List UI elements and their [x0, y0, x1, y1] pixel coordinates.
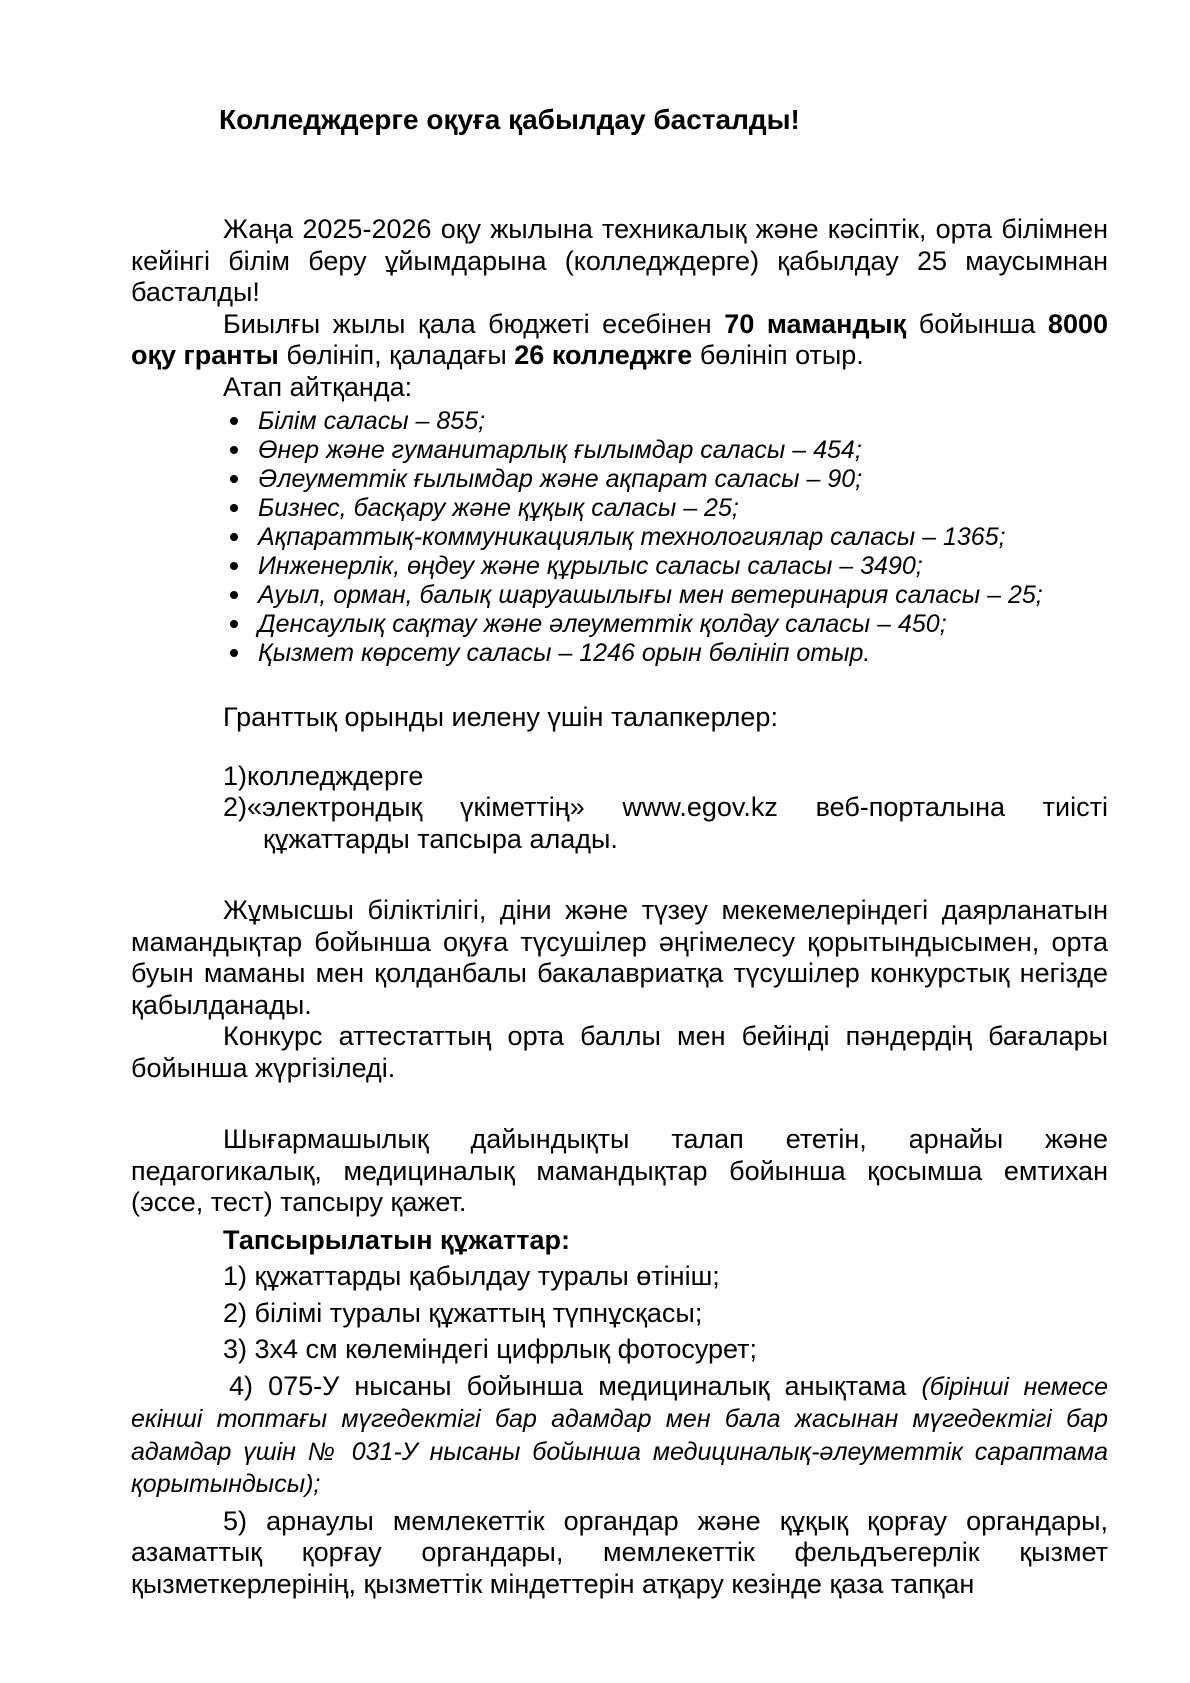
list-item [131, 610, 1108, 639]
bullet-dot-icon [230, 533, 238, 541]
bullet-dot-icon [230, 620, 238, 628]
bullet-dot-icon [230, 591, 238, 599]
bullet-dot-icon [230, 475, 238, 483]
grant-item-1 [131, 761, 1108, 793]
grant-item-number: 2) [223, 792, 248, 822]
list-item-text: Инженерлік, өңдеу және құрылыс саласы саласы – 3490; [258, 552, 923, 580]
budget-bold-grants: 8000 оқу гранты [131, 308, 1108, 370]
document-content [131, 0, 1108, 1600]
list-item-text: Білім саласы – 855; [258, 407, 486, 435]
bullet-dot-icon [230, 562, 238, 570]
document-item-note: (бірінші немесе екінші топтағы мүгедектігі бар адамдар мен бала жасынан мүгедектігі бар адамдар үшін № 031-У нысаны бойынша медициналық-әлеуметтік сараптама қорытындысы); [131, 1372, 1108, 1498]
list-item [131, 639, 1108, 668]
budget-text-2: бойынша [906, 308, 1048, 339]
list-item-text: Ауыл, орман, балық шаруашылығы мен ветеринария саласы – 25; [258, 581, 1043, 609]
list-item-text: Бизнес, басқару және құқық саласы – 25; [258, 494, 739, 522]
list-intro: Атап айтқанда: [223, 371, 413, 402]
bullet-dot-icon [230, 417, 238, 425]
list-item [131, 581, 1108, 610]
list-item [131, 407, 1108, 436]
page-title: Колледждерге оқуға қабылдау басталды! [219, 104, 800, 135]
budget-bold-colleges: 26 колледжге [514, 340, 693, 370]
worker-paragraph: Жұмысшы біліктілігі, діни және түзеу мекемелеріндегі даярланатын мамандықтар бойынша оқуға түсушілер әңгімелесу қорытындысымен, орта буын маманы мен қолданбалы бакалавриатқа түсушілер конкурстық негізде қабылданады. [131, 895, 1108, 1020]
document-item-3: 3) 3х4 см көлеміндегі цифрлық фотосурет; [223, 1334, 758, 1364]
document-item-text: 4) 075-У нысаны бойынша медициналық анықтама [229, 1370, 922, 1401]
grant-item-2 [131, 792, 1108, 855]
list-item [131, 465, 1108, 494]
list-item [131, 523, 1108, 552]
document-item-5: 5) арнаулы мемлекеттік органдар және құқық қорғау органдары, азаматтық қорғау органдары, мемлекеттік фельдъегерлік қызмет қызметкерлерінің, қызметтік міндеттерін атқару кезінде қаза тапқан [131, 1505, 1108, 1599]
contest-paragraph: Конкурс аттестаттың орта баллы мен бейінді пәндердің бағалары бойынша жүргізіледі. [131, 1021, 1108, 1083]
budget-text-1: Биылғы жылы қала бюджеті есебінен [223, 308, 725, 339]
document-item-2: 2) білімі туралы құжаттың түпнұсқасы; [223, 1297, 703, 1328]
list-item-text: Ақпараттық-коммуникациялық технологиялар саласы – 1365; [258, 523, 1006, 551]
list-item-text: Денсаулық сақтау және әлеуметтік қолдау саласы – 450; [258, 610, 947, 638]
document-item-4 [131, 1371, 1108, 1501]
budget-bold-specialties: 70 мамандық [724, 308, 907, 339]
grant-item-number: 1) [223, 760, 248, 791]
intro-paragraph: Жаңа 2025-2026 оқу жылына техникалық және кәсіптік, орта білімнен кейінгі білім беру ұйымдарына (колледждерге) қабылдау 25 маусымнан басталды! [131, 214, 1108, 307]
list-item [131, 494, 1108, 523]
list-item-text: Өнер және гуманитарлық ғылымдар саласы – 454; [258, 436, 862, 464]
budget-text-4: бөлініп отыр. [692, 340, 864, 370]
bullet-dot-icon [230, 446, 238, 454]
budget-text-3: бөлініп, қаладағы [278, 340, 515, 370]
list-item [131, 436, 1108, 465]
list-item-text: Әлеуметтік ғылымдар және ақпарат саласы – 90; [258, 465, 863, 493]
grant-item-text: колледждерге [247, 760, 424, 791]
bullet-dot-icon [230, 504, 238, 512]
bullet-dot-icon [230, 649, 238, 657]
grant-heading: Гранттық орынды иелену үшін талапкерлер: [223, 702, 778, 732]
document-item-1: 1) құжаттарды қабылдау туралы өтініш; [223, 1261, 720, 1291]
list-item-text: Қызмет көрсету саласы – 1246 орын бөлініп отыр. [258, 639, 871, 667]
list-item [131, 552, 1108, 581]
budget-paragraph [131, 309, 1108, 372]
documents-heading: Тапсырылатын құжаттар: [223, 1224, 570, 1255]
creative-paragraph: Шығармашылық дайындықты талап ететін, арнайы және педагогикалық, медициналық мамандықтар бойынша қосымша емтихан (эссе, тест) тапсыру қажет. [131, 1124, 1108, 1217]
fields-bullet-list [131, 407, 1108, 668]
grant-item-text: «электрондық үкіметтің» www.egov.kz веб-порталына тиісті құжаттарды тапсыра алады. [247, 792, 1108, 854]
